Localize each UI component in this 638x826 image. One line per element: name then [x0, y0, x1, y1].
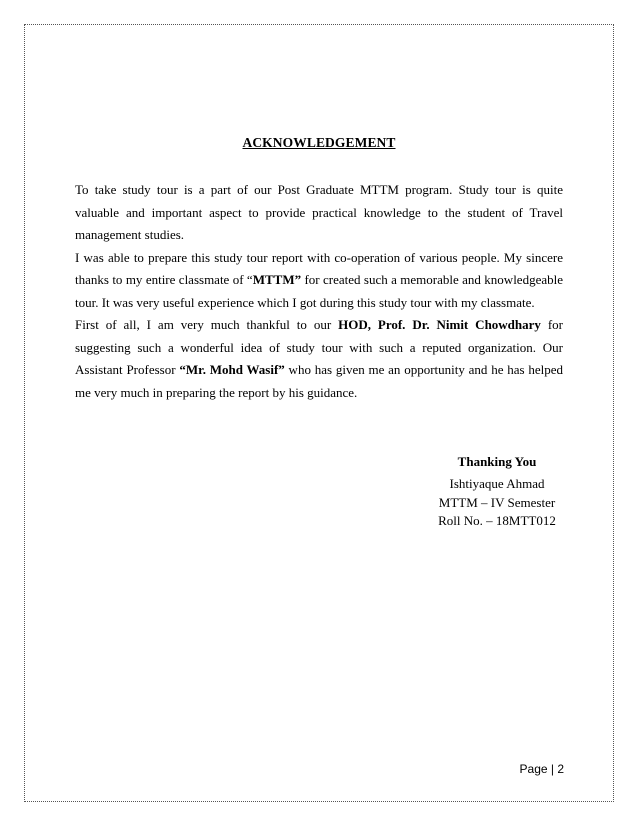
author-roll-number: Roll No. – 18MTT012 — [438, 513, 556, 528]
professor-name: “Mr. Mohd Wasif” — [179, 362, 285, 377]
signoff-block — [400, 453, 594, 531]
acknowledgement-body — [75, 179, 563, 404]
hod-name: HOD, Prof. Dr. Nimit Chowdhary — [338, 317, 541, 332]
paragraph-faculty — [75, 314, 563, 404]
paragraph-intro: To take study tour is a part of our Post Graduate MTTM program. Study tour is quite valuable and important aspect to provide practical knowledge to the student of Travel management studies. — [75, 182, 563, 242]
program-name: MTTM” — [252, 272, 302, 287]
paragraph-faculty-text-1: First of all, I am very much thankful to our — [75, 317, 339, 332]
paragraph-classmates — [75, 247, 563, 315]
paragraph-faculty-text-3: who has given me an opportunity and he has helped me very much in preparing the report by his guidance. — [75, 362, 564, 400]
signoff-thanks: Thanking You — [457, 454, 537, 469]
page-number: Page | 2 — [519, 762, 564, 776]
paragraph-faculty-text-2: for suggesting such a wonderful idea of study tour with such a reputed organization. Our Assistant Professor — [75, 317, 564, 377]
author-name: Ishtiyaque Ahmad — [449, 476, 545, 491]
paragraph-classmates-text-1: I was able to prepare this study tour report with co-operation of various people. My sincere thanks to my entire classmate of “ — [75, 249, 563, 287]
page-title: ACKNOWLEDGEMENT — [242, 135, 396, 150]
author-semester: MTTM – IV Semester — [438, 494, 556, 510]
paragraph-classmates-text-2: for created such a memorable and knowledgeable tour. It was very useful experience which I got during this study tour with my classmate. — [75, 272, 564, 310]
